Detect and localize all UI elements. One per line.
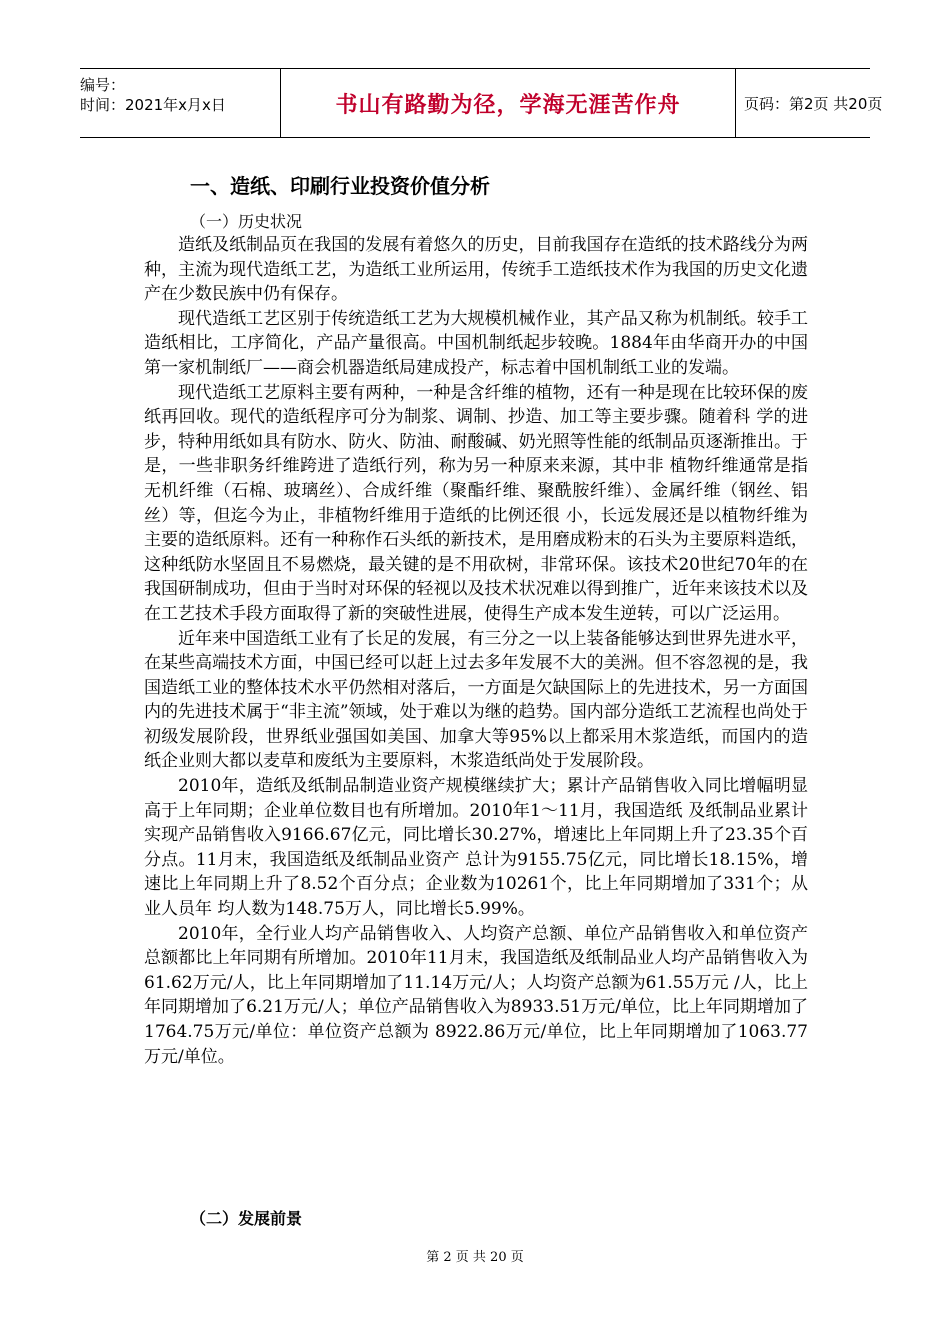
header-motto-cell [280,69,736,137]
page-header [80,68,883,138]
paragraph: 现代造纸工艺原料主要有两种，一种是含纤维的植物，还有一种是现在比较环保的废纸再回收。现代的造纸程序可分为制浆、调制、抄造、加工等主要步骤。随着科 学的进步，特种用纸如具有防水、防火、防油、耐酸碱、奶光照等性能的纸制品页逐渐推出。于是，一些非职务纤维跨进了造纸行列，称为另一种原来来源，其中非 植物纤维通常是指无机纤维（石棉、玻璃丝）、合成纤维（聚酯纤维、聚酰胺纤维）、金属纤维（钢丝、铝丝）等，但迄今为止，非植物纤维用于造纸的比例还很 小，长远发展还是以植物纤维为主要的造纸原料。还有一种称作石头纸的新技术，是用磨成粉末的石头为主要原料造纸，这种纸防水坚固且不易燃烧，最关键的是不用砍树，非常环保。该技术20世纪70年的在我国研制成功，但由于当时对环保的轻视以及技术状况难以得到推广，近年来该技术以及在工艺技术手段方面取得了新的突破性进展，使得生产成本发生逆转，可以广泛运用。 [144,382,808,624]
body-text [144,233,808,1069]
page-footer: 第 2 页 共 20 页 [426,1250,524,1265]
paragraph: 近年来中国造纸工业有了长足的发展，有三分之一以上装备能够达到世界先进水平，在某些高端技术方面，中国已经可以赶上过去多年发展不大的美洲。但不容忽视的是，我国造纸工业的整体技术水平仍然相对落后，一方面是欠缺国际上的先进技术，另一方面国内的先进技术属于“非主流”领域，处于难以为继的趋势。国内部分造纸工艺流程也尚处于初级发展阶段，世界纸业强国如美国、加拿大等95%以上都采用木浆造纸，而国内的造纸企业则大都以麦草和废纸为主要原料，木浆造纸尚处于发展阶段。 [144,628,808,772]
section-title: 一、造纸、印刷行业投资价值分析 [190,174,490,198]
paragraph: 2010年，全行业人均产品销售收入、人均资产总额、单位产品销售收入和单位资产总额都比上年同期有所增加。2010年11月末，我国造纸及纸制品业人均产品销售收入为61.62万元/人，比上年同期增加了11.14万元/人；人均资产总额为61.55万元 /人，比上年同期增加了6.21万元/人；单位产品销售收入为8933.51万元/单位，比上年同期增加了1764.75万元/单位：单位资产总额为 8922.86万元/单位，比上年同期增加了1063.77万元/单位。 [144,923,808,1067]
header-meta [80,69,280,137]
header-motto: 书山有路勤为径，学海无涯苦作舟 [335,92,681,118]
paragraph: 现代造纸工艺区别于传统造纸工艺为大规模机械作业，其产品又称为机制纸。较手工造纸相比，工序简化，产品产量很高。中国机制纸起步较晚。1884年由华商开办的中国第一家机制纸厂——商会机器造纸局建成投产，标志着中国机制纸工业的发端。 [144,308,808,378]
paragraph: 造纸及纸制品页在我国的发展有着悠久的历史，目前我国存在造纸的技术路线分为两种，主流为现代造纸工艺，为造纸工业所运用，传统手工造纸技术作为我国的历史文化遗产在少数民族中仍有保存。 [144,235,808,305]
paragraph: 2010年，造纸及纸制品制造业资产规模继续扩大；累计产品销售收入同比增幅明显高于上年同期；企业单位数目也有所增加。2010年1～11月，我国造纸 及纸制品业累计实现产品销售收入9166.67亿元，同比增长30.27%，增速比上年同期上升了23.35个百分点。11月末，我国造纸及纸制品业资产 总计为9155.75亿元，同比增长18.15%，增速比上年同期上升了8.52个百分点；企业数为10261个，比上年同期增加了331个；从业人员年 均人数为148.75万人，同比增长5.99%。 [144,776,808,920]
subsection-title-prospects: （二）发展前景 [190,1209,303,1228]
document-number-label: 编号： [80,76,126,94]
subsection-title-history: （一）历史状况 [190,212,303,231]
header-page-info: 页码：第2页 共20页 [744,94,883,113]
document-date: 时间：2021年x月x日 [80,96,226,114]
